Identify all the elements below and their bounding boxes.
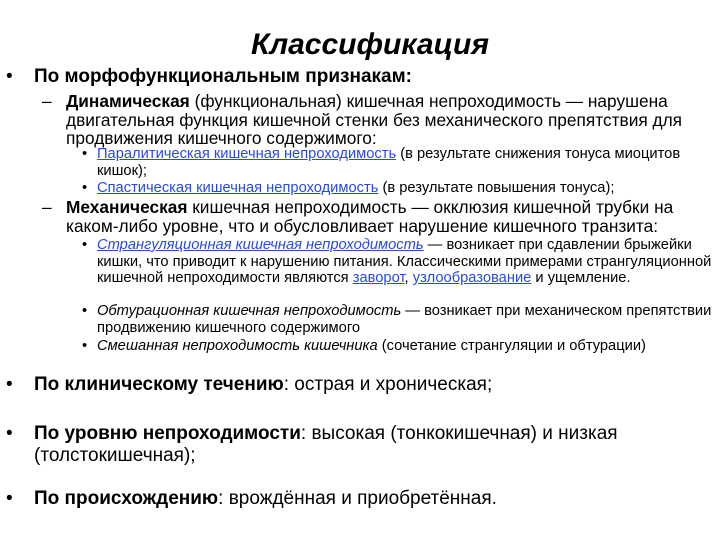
section-heading: По происхождению: [34, 488, 219, 509]
bullet-marker: •: [6, 488, 13, 509]
bullet-marker: •: [6, 66, 13, 87]
item-text: кишечная непроходимость — окклюзия кишечной трубки на каком-либо уровне, что и обусловливает нарушение кишечного транзита:: [66, 197, 674, 236]
bullet-marker: •: [82, 237, 88, 253]
bullet-marker: •: [82, 180, 88, 196]
term-dynamic: Динамическая: [66, 91, 190, 111]
item-text: — возникает при механическом препятствии продвижению кишечного содержимого: [97, 303, 712, 336]
dash-marker: –: [42, 91, 52, 111]
link-knotting[interactable]: узлообразование: [412, 270, 532, 286]
item-spastic-obstruction: [82, 180, 712, 197]
link-paralytic-obstruction[interactable]: Паралитическая кишечная непроходимость: [97, 146, 397, 162]
item-text: (сочетание странгуляции и обтурации): [377, 338, 646, 354]
item-separator: ,: [404, 270, 413, 286]
item-text: (в результате повышения тонуса);: [378, 180, 615, 196]
section-heading: По уровню непроходимости: [34, 423, 301, 444]
item-text: : врождённая и приобретённая.: [218, 488, 497, 509]
bullet-marker: •: [6, 374, 13, 395]
term-mechanical: Механическая: [66, 197, 188, 217]
term-mixed: Смешанная непроходимость кишечника: [97, 338, 378, 354]
item-dynamic-obstruction: [42, 92, 712, 148]
item-text: : острая и хроническая;: [283, 374, 493, 395]
link-strangulation-obstruction[interactable]: Странгуляционная кишечная непроходимость: [97, 237, 424, 253]
item-text: : высокая (тонкокишечная) и низкая (толстокишечная);: [34, 423, 618, 466]
bullet-marker: •: [6, 423, 13, 444]
slide-title: Классификация: [251, 28, 489, 61]
bullet-marker: •: [82, 146, 88, 162]
section-heading: По клиническому течению: [34, 374, 284, 395]
section-heading: По морфофункциональным признакам:: [34, 66, 412, 87]
item-strangulation-obstruction: [82, 237, 712, 287]
term-obturation: Обтурационная кишечная непроходимость: [97, 303, 402, 319]
item-mixed-obstruction: [82, 338, 712, 355]
section-morphofunctional: [6, 66, 706, 88]
item-obturation-obstruction: [82, 303, 712, 336]
link-volvulus[interactable]: заворот: [352, 270, 405, 286]
link-spastic-obstruction[interactable]: Спастическая кишечная непроходимость: [97, 180, 379, 196]
bullet-marker: •: [82, 303, 88, 319]
dash-marker: –: [42, 197, 52, 217]
bullet-marker: •: [82, 338, 88, 354]
item-text: (в результате снижения тонуса миоцитов кишок);: [97, 146, 681, 179]
section-clinical-course: [6, 374, 706, 396]
item-text: — возникает при сдавлении брыжейки кишки, что приводит к нарушению питания. Классическими примерами странгуляционной кишечной непроходимости являются: [97, 237, 712, 286]
item-mechanical-obstruction: [42, 198, 712, 235]
section-origin: [6, 488, 706, 510]
section-obstruction-level: [6, 423, 656, 467]
item-text: и ущемление.: [531, 270, 631, 286]
item-paralytic-obstruction: [82, 146, 712, 179]
item-text: (функциональная) кишечная непроходимость — нарушена двигательная функция кишечной стенки без механического препятствия для продвижения кишечного содержимого:: [66, 91, 683, 148]
